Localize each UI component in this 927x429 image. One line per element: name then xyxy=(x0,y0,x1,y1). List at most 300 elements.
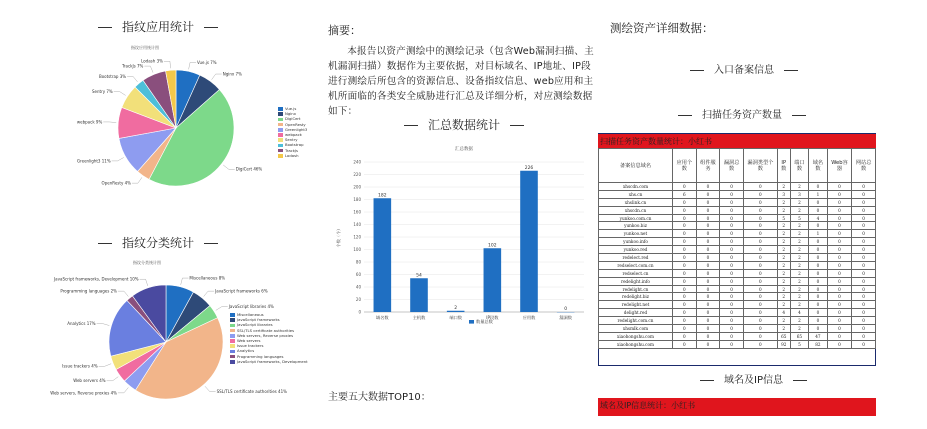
asset-cell-11-6: 2 xyxy=(790,269,809,277)
pie1-legend-text-1: Nginx xyxy=(285,111,296,117)
asset-cell-15-4: 0 xyxy=(743,301,777,309)
asset-cell-6-8: 0 xyxy=(827,230,852,238)
asset-cell-19-4: 0 xyxy=(743,332,777,340)
asset-cell-4-9: 0 xyxy=(852,214,876,222)
asset-cell-17-2: 0 xyxy=(696,317,720,325)
asset-cell-18-8: 0 xyxy=(827,325,852,333)
asset-cell-5-6: 2 xyxy=(790,222,809,230)
asset-cell-7-7: 0 xyxy=(809,238,828,246)
asset-cell-6-1: 0 xyxy=(673,230,697,238)
asset-cell-9-6: 2 xyxy=(790,254,809,262)
asset-cell-12-3: 0 xyxy=(720,277,744,285)
asset-cell-10-5: 2 xyxy=(777,261,790,269)
asset-cell-10-8: 0 xyxy=(827,261,852,269)
asset-detail-title: 测绘资产详细数据： xyxy=(610,21,714,35)
pie2-legend-text-0: Miscellaneous xyxy=(237,312,264,317)
pie1-label-2: DigiCert 46% xyxy=(235,166,263,172)
asset-table-header xyxy=(599,149,876,183)
pie2-legend-text-7: Analytics xyxy=(237,348,255,354)
asset-cell-19-7: 47 xyxy=(809,332,828,340)
pie1-leader-6 xyxy=(114,92,126,96)
asset-cell-16-7: 0 xyxy=(809,309,828,317)
asset-cell-14-8: 0 xyxy=(827,293,852,301)
fingerprint-column xyxy=(40,0,308,429)
asset-cell-11-0: redselect.cn xyxy=(599,269,673,277)
asset-cell-3-2: 0 xyxy=(696,206,720,214)
table-row xyxy=(599,277,876,285)
asset-cell-9-5: 2 xyxy=(777,254,790,262)
asset-cell-16-2: 0 xyxy=(696,309,720,317)
stats-title: 汇总数据统计 xyxy=(428,118,501,132)
asset-cell-20-6: 5 xyxy=(790,340,809,348)
table-row xyxy=(599,309,876,317)
asset-cell-4-0: yunkoo.com.cn xyxy=(599,214,673,222)
asset-cell-2-2: 0 xyxy=(696,198,720,206)
fingerprint-app-title: 指纹应用统计 xyxy=(122,20,195,34)
pie1-legend xyxy=(278,106,307,158)
asset-cell-9-8: 0 xyxy=(827,254,852,262)
asset-cell-13-2: 0 xyxy=(696,285,720,293)
asset-cell-3-7: 0 xyxy=(809,206,828,214)
asset-cell-10-6: 2 xyxy=(790,261,809,269)
pie2-label-9: JavaScript frameworks, Development 10% xyxy=(54,276,139,282)
asset-cell-4-3: 0 xyxy=(720,214,744,222)
asset-cell-13-3: 0 xyxy=(720,285,744,293)
pie1-legend-text-0: Vue.js xyxy=(285,106,297,111)
top5-title: 主要五大数据TOP10： xyxy=(328,392,431,403)
table-row xyxy=(599,246,876,254)
asset-cell-16-9: 0 xyxy=(852,309,876,317)
pie2-legend-swatch-8 xyxy=(230,355,235,359)
asset-cell-14-0: redelight.biz xyxy=(599,293,673,301)
asset-cell-18-0: xhsmlk.com xyxy=(599,325,673,333)
asset-cell-16-0: delight.red xyxy=(599,309,673,317)
asset-cell-5-3: 0 xyxy=(720,222,744,230)
asset-cell-1-1: 6 xyxy=(673,190,697,198)
pie1-legend-swatch-7 xyxy=(278,144,283,148)
asset-cell-20-9: 0 xyxy=(852,340,876,348)
pie1-legend-text-4: Greenlight3 xyxy=(285,126,308,132)
bar-value-label-5: 0 xyxy=(564,307,568,312)
asset-cell-1-0: xhs.cn xyxy=(599,190,673,198)
asset-cell-10-0: redselect.com.cn xyxy=(599,261,673,269)
asset-cell-7-9: 0 xyxy=(852,238,876,246)
asset-cell-16-5: 4 xyxy=(777,309,790,317)
asset-cell-6-0: yunkoo.net xyxy=(599,230,673,238)
asset-cell-11-8: 0 xyxy=(827,269,852,277)
asset-cell-20-1: 0 xyxy=(673,340,697,348)
asset-cell-8-9: 0 xyxy=(852,246,876,254)
asset-detail-column xyxy=(590,0,885,429)
fingerprint-category-heading xyxy=(88,234,228,251)
asset-cell-13-7: 0 xyxy=(809,285,828,293)
asset-cell-18-2: 0 xyxy=(696,325,720,333)
asset-cell-3-8: 0 xyxy=(827,206,852,214)
asset-cell-6-5: 2 xyxy=(777,230,790,238)
asset-cell-19-3: 0 xyxy=(720,332,744,340)
table-row xyxy=(599,340,876,348)
asset-table xyxy=(598,148,876,349)
asset-cell-11-4: 0 xyxy=(743,269,777,277)
asset-cell-14-9: 0 xyxy=(852,293,876,301)
pie1-leader-5 xyxy=(103,122,116,123)
asset-cell-10-7: 0 xyxy=(809,261,828,269)
asset-cell-18-5: 2 xyxy=(777,325,790,333)
asset-cell-9-9: 0 xyxy=(852,254,876,262)
asset-cell-10-4: 0 xyxy=(743,261,777,269)
asset-cell-15-8: 0 xyxy=(827,301,852,309)
asset-cell-9-1: 0 xyxy=(673,254,697,262)
asset-cell-2-9: 0 xyxy=(852,198,876,206)
pie2-legend-text-4: Web servers, Reverse proxies xyxy=(237,332,294,338)
asset-cell-15-1: 0 xyxy=(673,301,697,309)
pie1-leader-8 xyxy=(144,66,153,72)
bar-value-label-0: 182 xyxy=(378,193,387,199)
table-row xyxy=(599,325,876,333)
asset-cell-9-4: 0 xyxy=(743,254,777,262)
asset-cell-2-5: 2 xyxy=(777,198,790,206)
asset-cell-18-7: 0 xyxy=(809,325,828,333)
asset-cell-16-8: 0 xyxy=(827,309,852,317)
asset-cell-15-3: 0 xyxy=(720,301,744,309)
asset-cell-6-3: 0 xyxy=(720,230,744,238)
asset-cell-11-7: 0 xyxy=(809,269,828,277)
pie1-leader-1 xyxy=(212,74,222,80)
pie1-label-0: Vue.js 7% xyxy=(197,59,217,65)
asset-cell-0-7: 0 xyxy=(809,183,828,191)
pie1-label-4: Greenlight3 11% xyxy=(76,158,111,164)
table-row xyxy=(599,222,876,230)
asset-cell-11-3: 0 xyxy=(720,269,744,277)
asset-cell-0-5: 2 xyxy=(777,183,790,191)
bar-ytick-4: 80 xyxy=(355,259,361,265)
asset-cell-8-1: 0 xyxy=(673,246,697,254)
asset-cell-12-6: 2 xyxy=(790,277,809,285)
asset-cell-8-4: 0 xyxy=(743,246,777,254)
fingerprint-category-title: 指纹分类统计 xyxy=(122,236,195,250)
asset-cell-13-4: 0 xyxy=(743,285,777,293)
asset-cell-17-5: 2 xyxy=(777,317,790,325)
bar-4 xyxy=(520,171,538,312)
asset-cell-5-0: yunkoo.biz xyxy=(599,222,673,230)
asset-cell-0-4: 0 xyxy=(743,183,777,191)
bar-ytick-12: 240 xyxy=(353,159,361,165)
domain-ip-title: 域名及IP信息 xyxy=(724,375,783,386)
asset-cell-1-4: 0 xyxy=(743,190,777,198)
pie2-leader-7 xyxy=(97,324,110,326)
table-row xyxy=(599,285,876,293)
pie2-label-5: Web servers 4% xyxy=(73,378,106,384)
asset-cell-5-1: 0 xyxy=(673,222,697,230)
pie1-legend-swatch-8 xyxy=(278,149,283,153)
pie1-mini-title: 指纹应用统计图 xyxy=(131,45,159,50)
bar-ytick-1: 20 xyxy=(355,297,361,302)
bar-value-label-4: 226 xyxy=(524,165,534,171)
pie2-leader-6 xyxy=(99,364,112,367)
asset-cell-8-3: 0 xyxy=(720,246,744,254)
pie1-label-6: Sentry 7% xyxy=(92,89,113,95)
asset-cell-8-8: 0 xyxy=(827,246,852,254)
asset-cell-13-8: 0 xyxy=(827,285,852,293)
bar-ytick-8: 160 xyxy=(353,209,361,215)
pie2-legend-item-9 xyxy=(230,359,308,364)
table-row xyxy=(599,198,876,206)
table-row xyxy=(599,261,876,269)
asset-cell-17-8: 0 xyxy=(827,317,852,325)
asset-cell-7-8: 0 xyxy=(827,238,852,246)
asset-cell-6-9: 0 xyxy=(852,230,876,238)
asset-cell-10-2: 0 xyxy=(696,261,720,269)
asset-cell-14-3: 0 xyxy=(720,293,744,301)
asset-cell-3-4: 0 xyxy=(743,206,777,214)
asset-cell-18-3: 0 xyxy=(720,325,744,333)
asset-cell-6-4: 0 xyxy=(743,230,777,238)
asset-cell-12-5: 2 xyxy=(777,277,790,285)
pie1-label-7: Bootstrap 3% xyxy=(98,73,127,79)
asset-cell-12-7: 0 xyxy=(809,277,828,285)
bar-category-label-3: IP段数 xyxy=(486,315,499,320)
pie1-legend-text-5: webpack xyxy=(285,132,302,138)
pie1-label-9: Lodash 3% xyxy=(141,58,163,64)
bar-legend-text: 数量总数 xyxy=(476,319,493,325)
pie1-legend-text-6: Sentry xyxy=(285,137,298,143)
asset-cell-20-8: 0 xyxy=(827,340,852,348)
asset-cell-3-0: xhscdn.cn xyxy=(599,206,673,214)
pie1-legend-item-9 xyxy=(278,153,307,158)
asset-cell-5-2: 0 xyxy=(696,222,720,230)
asset-cell-4-1: 0 xyxy=(673,214,697,222)
summary-text: 本报告以资产测绘中的测绘记录（包含Web漏洞扫描、主机漏洞扫描）数据作为主要依据，对目标域名、IP地址、IP段进行测绘后所包含的资源信息、设备指纹信息、web应用和主机所面临的各类安全威胁进行汇总及详细分析，对应测绘数据如下： xyxy=(328,46,594,117)
table-row xyxy=(599,254,876,262)
pie2-legend-text-9: JavaScript frameworks, Development xyxy=(237,358,308,364)
pie1-legend-swatch-9 xyxy=(278,154,283,158)
bar-ytick-3: 60 xyxy=(355,272,361,277)
asset-cell-16-4: 0 xyxy=(743,309,777,317)
table-row xyxy=(599,214,876,222)
bar-1 xyxy=(410,278,428,312)
asset-cell-20-2: 0 xyxy=(696,340,720,348)
pie2-legend-swatch-3 xyxy=(230,329,235,333)
pie2-mini-title: 指纹分类统计图 xyxy=(133,260,161,265)
asset-cell-0-8: 0 xyxy=(827,183,852,191)
asset-cell-19-1: 0 xyxy=(673,332,697,340)
asset-cell-4-4: 0 xyxy=(743,214,777,222)
asset-cell-20-4: 0 xyxy=(743,340,777,348)
asset-cell-5-9: 0 xyxy=(852,222,876,230)
asset-cell-11-9: 0 xyxy=(852,269,876,277)
pie1-legend-swatch-2 xyxy=(278,118,283,122)
pie1-legend-text-2: DigiCert xyxy=(285,116,301,122)
asset-cell-15-2: 0 xyxy=(696,301,720,309)
scan-count-bar: 扫描任务资产数量统计：小红书 xyxy=(598,134,876,149)
asset-cell-18-4: 0 xyxy=(743,325,777,333)
asset-cell-1-2: 0 xyxy=(696,190,720,198)
bar-value-label-2: 2 xyxy=(454,305,458,311)
bar-ytick-10: 200 xyxy=(353,184,361,190)
asset-cell-3-3: 0 xyxy=(720,206,744,214)
pie2-label-6: Issue trackers 4% xyxy=(62,363,98,369)
asset-cell-17-7: 0 xyxy=(809,317,828,325)
asset-header-9: 网站总数 xyxy=(852,149,876,183)
domain-ip-bar: 域名及IP信息统计：小红书 xyxy=(598,398,876,416)
asset-cell-1-8: 0 xyxy=(827,190,852,198)
asset-header-6: 端口数 xyxy=(790,149,809,183)
pie1-label-5: webpack 9% xyxy=(76,119,103,125)
bar-ytick-2: 40 xyxy=(355,284,361,290)
asset-cell-12-8: 0 xyxy=(827,277,852,285)
asset-cell-17-6: 2 xyxy=(790,317,809,325)
table-row xyxy=(599,332,876,340)
asset-cell-6-2: 0 xyxy=(696,230,720,238)
table-row xyxy=(599,183,876,191)
asset-cell-20-7: 82 xyxy=(809,340,828,348)
asset-cell-14-6: 2 xyxy=(790,293,809,301)
pie2-label-2: JavaScript libraries 4% xyxy=(228,304,274,310)
asset-header-1: 应用个数 xyxy=(673,149,697,183)
pie2-legend-text-5: Web servers xyxy=(237,338,261,344)
asset-header-0: 备案信息域名 xyxy=(599,149,673,183)
asset-cell-2-1: 0 xyxy=(673,198,697,206)
asset-cell-19-2: 0 xyxy=(696,332,720,340)
pie2-label-8: Programming languages 2% xyxy=(60,288,117,294)
asset-cell-14-1: 0 xyxy=(673,293,697,301)
summary-bar-chart xyxy=(332,140,594,330)
pie2-legend-text-3: SSL/TLS certificate authorities xyxy=(237,327,295,333)
asset-cell-8-6: 2 xyxy=(790,246,809,254)
pie1-leader-3 xyxy=(132,177,142,183)
asset-cell-1-6: 3 xyxy=(790,190,809,198)
asset-cell-4-8: 0 xyxy=(827,214,852,222)
table-row xyxy=(599,269,876,277)
asset-cell-12-9: 0 xyxy=(852,277,876,285)
asset-cell-14-5: 2 xyxy=(777,293,790,301)
asset-cell-14-7: 0 xyxy=(809,293,828,301)
table-row xyxy=(599,238,876,246)
table-row xyxy=(599,293,876,301)
asset-cell-8-7: 0 xyxy=(809,246,828,254)
asset-cell-8-5: 2 xyxy=(777,246,790,254)
pie1-legend-text-9: Lodash xyxy=(285,152,299,158)
asset-cell-13-9: 0 xyxy=(852,285,876,293)
bar-ytick-11: 220 xyxy=(353,172,361,177)
asset-cell-9-2: 0 xyxy=(696,254,720,262)
asset-cell-20-5: 92 xyxy=(777,340,790,348)
pie1-label-1: Nginx 7% xyxy=(222,71,242,77)
asset-cell-2-0: xhslink.cn xyxy=(599,198,673,206)
asset-cell-15-6: 2 xyxy=(790,301,809,309)
asset-cell-18-6: 2 xyxy=(790,325,809,333)
pie2-leader-8 xyxy=(118,291,128,296)
pie2-legend-swatch-7 xyxy=(230,350,235,354)
table-row xyxy=(599,206,876,214)
asset-cell-0-1: 0 xyxy=(673,183,697,191)
summary-title: 摘要： xyxy=(328,24,361,37)
asset-cell-2-3: 0 xyxy=(720,198,744,206)
asset-cell-0-0: xhscdn.com xyxy=(599,183,673,191)
pie2-label-3: SSL/TLS certificate authorities 41% xyxy=(216,388,287,394)
asset-cell-3-9: 0 xyxy=(852,206,876,214)
asset-cell-4-5: 5 xyxy=(777,214,790,222)
fingerprint-app-pie xyxy=(40,50,290,200)
asset-cell-19-6: 65 xyxy=(790,332,809,340)
pie2-leader-9 xyxy=(140,279,148,286)
bar-value-label-3: 102 xyxy=(488,243,497,249)
asset-header-2: 组件服务 xyxy=(696,149,720,183)
asset-cell-17-1: 0 xyxy=(673,317,697,325)
pie2-label-4: Web servers, Reverse proxies 4% xyxy=(50,390,117,396)
asset-cell-9-3: 0 xyxy=(720,254,744,262)
asset-cell-17-0: redelight.com.cn xyxy=(599,317,673,325)
pie2-legend-text-2: JavaScript libraries xyxy=(237,322,273,328)
asset-cell-4-7: 4 xyxy=(809,214,828,222)
bar-ytick-5: 100 xyxy=(353,247,361,252)
asset-cell-4-2: 0 xyxy=(696,214,720,222)
asset-cell-14-2: 0 xyxy=(696,293,720,301)
bar-category-label-1: 主机数 xyxy=(412,315,426,320)
asset-cell-17-4: 0 xyxy=(743,317,777,325)
entry-heading xyxy=(680,61,808,76)
asset-cell-9-0: redelect.red xyxy=(599,254,673,262)
pie2-leader-4 xyxy=(118,387,128,392)
asset-cell-17-3: 0 xyxy=(720,317,744,325)
asset-cell-17-9: 0 xyxy=(852,317,876,325)
bar-category-label-5: 漏洞数 xyxy=(559,315,572,320)
bar-ytick-9: 180 xyxy=(353,197,361,202)
asset-cell-12-1: 0 xyxy=(673,277,697,285)
bar-category-label-0: 域名数 xyxy=(376,315,389,320)
asset-cell-18-9: 0 xyxy=(852,325,876,333)
asset-cell-10-1: 0 xyxy=(673,261,697,269)
pie1-label-3: OpenResty 4% xyxy=(101,180,131,186)
asset-cell-6-7: 1 xyxy=(809,230,828,238)
asset-cell-13-1: 0 xyxy=(673,285,697,293)
pie1-leader-2 xyxy=(223,165,235,169)
asset-cell-13-0: redelight.cn xyxy=(599,285,673,293)
bar-ytick-7: 140 xyxy=(353,222,361,227)
pie1-leader-7 xyxy=(127,77,137,82)
asset-cell-11-5: 2 xyxy=(777,269,790,277)
asset-cell-15-9: 0 xyxy=(852,301,876,309)
asset-cell-10-3: 0 xyxy=(720,261,744,269)
entry-title: 入口备案信息 xyxy=(714,65,774,76)
pie1-legend-text-3: OpenResty xyxy=(285,121,306,127)
asset-cell-7-2: 0 xyxy=(696,238,720,246)
asset-cell-0-9: 0 xyxy=(852,183,876,191)
asset-cell-1-7: 1 xyxy=(809,190,828,198)
asset-cell-16-6: 4 xyxy=(790,309,809,317)
asset-cell-8-0: yunkoo.red xyxy=(599,246,673,254)
asset-cell-20-3: 0 xyxy=(720,340,744,348)
asset-cell-14-4: 0 xyxy=(743,293,777,301)
asset-cell-5-4: 0 xyxy=(743,222,777,230)
asset-cell-19-5: 65 xyxy=(777,332,790,340)
table-row xyxy=(599,317,876,325)
pie1-leader-0 xyxy=(189,62,196,69)
table-row xyxy=(599,301,876,309)
pie2-leader-5 xyxy=(107,377,119,381)
asset-cell-4-6: 5 xyxy=(790,214,809,222)
asset-header-5: IP数 xyxy=(777,149,790,183)
asset-cell-7-0: yunkoo.info xyxy=(599,238,673,246)
bar-ylabel: 个数（个） xyxy=(336,226,341,248)
pie1-legend-swatch-3 xyxy=(278,123,283,127)
table-row xyxy=(599,190,876,198)
asset-cell-7-3: 0 xyxy=(720,238,744,246)
asset-cell-15-0: redelight.net xyxy=(599,301,673,309)
asset-table-body xyxy=(599,183,876,349)
pie2-legend-swatch-2 xyxy=(230,324,235,328)
bar-ytick-6: 120 xyxy=(353,234,361,240)
